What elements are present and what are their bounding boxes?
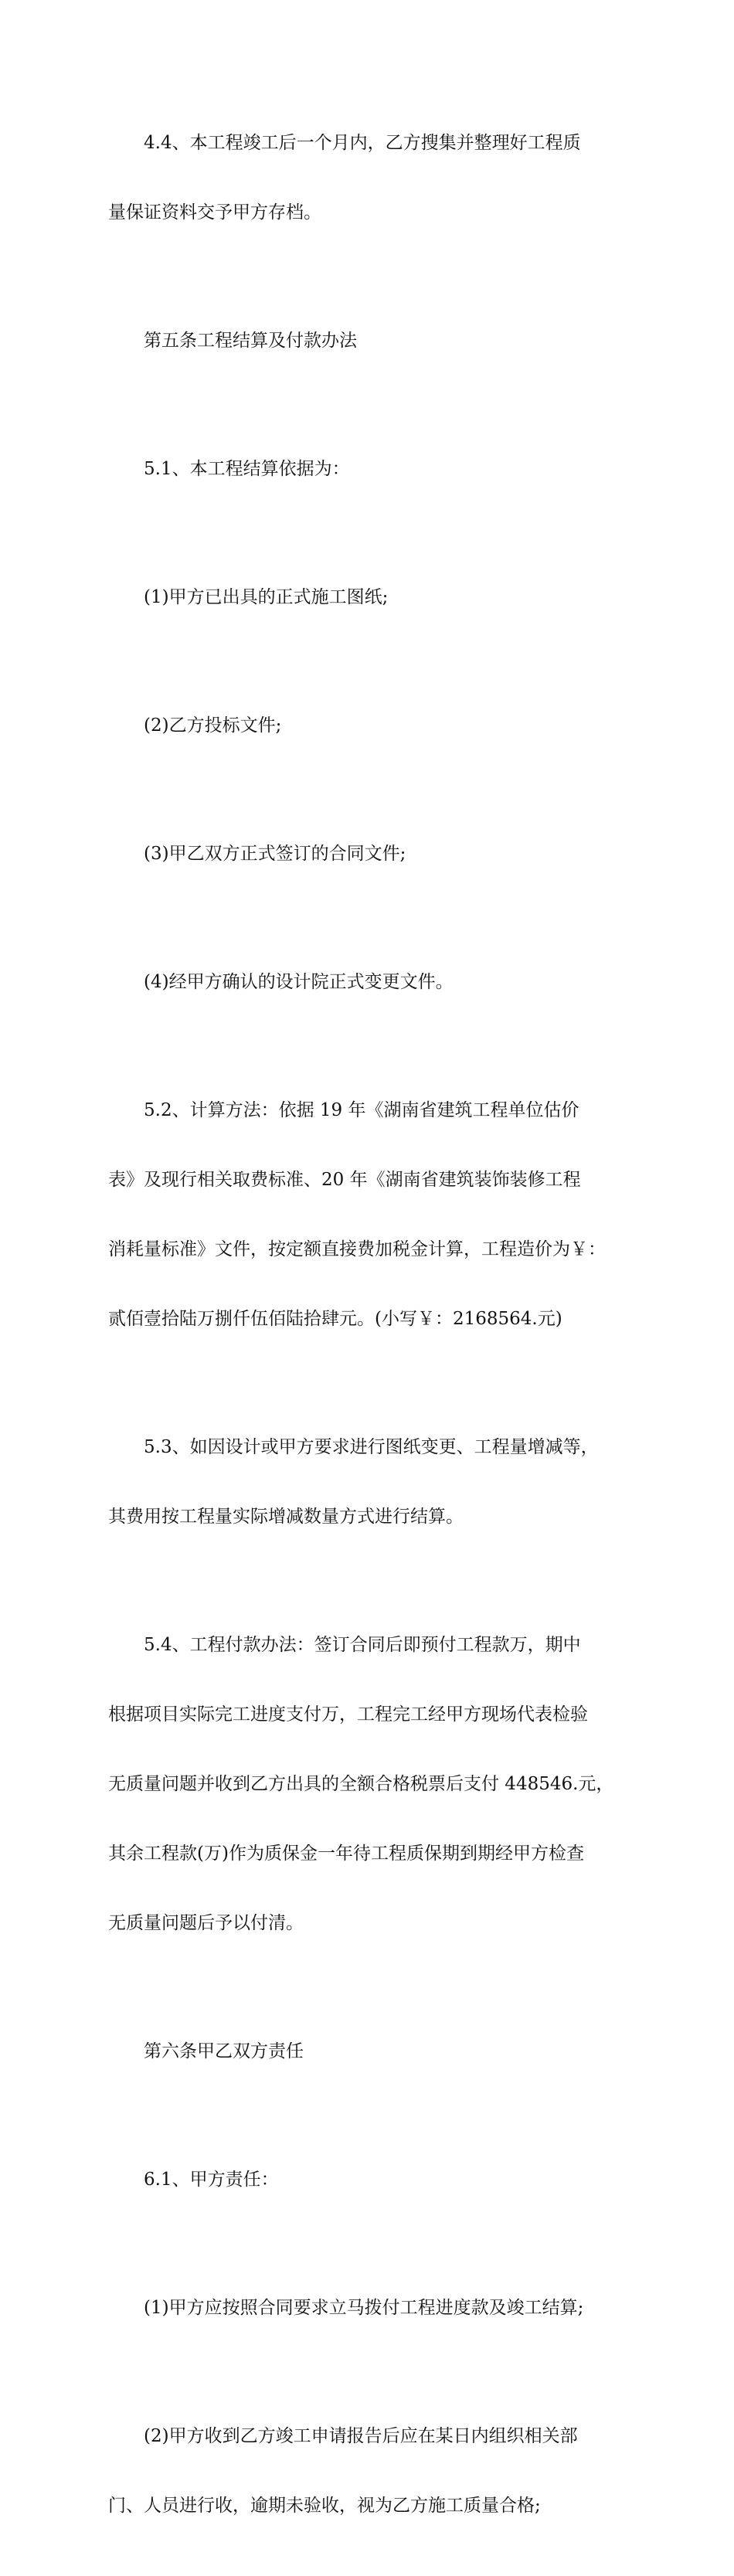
clause-6-1-item-1 (108, 2250, 634, 2366)
text-line: 5.2、计算方法：依据 19 年《湖南省建筑工程单位估价 (144, 1100, 579, 1120)
text-line: 量保证资料交予甲方存档。 (108, 202, 321, 223)
text-line: 消耗量标准》文件，按定额直接费加税金计算，工程造价为￥： (108, 1239, 606, 1259)
article-5-heading (108, 283, 634, 399)
clause-5-1-item-4 (108, 924, 634, 1040)
clause-5-1-item-2 (108, 668, 634, 783)
text-line: 5.3、如因设计或甲方要求进行图纸变更、工程量增减等， (144, 1437, 599, 1457)
clause-6-1 (108, 2122, 634, 2238)
clause-6-1-item-2 (108, 2378, 634, 2564)
clause-5-3 (108, 1389, 634, 1575)
text-line: (2)乙方投标文件; (144, 715, 282, 736)
text-line: 其费用按工程量实际增减数量方式进行结算。 (108, 1507, 464, 1527)
text-line: 第六条甲乙双方责任 (144, 2041, 304, 2061)
text-line: (1)甲方应按照合同要求立马拨付工程进度款及竣工结算; (144, 2298, 584, 2318)
text-line: 6.1、甲方责任： (144, 2170, 279, 2190)
text-line: (4)经甲方确认的设计院正式变更文件。 (144, 972, 454, 992)
clause-5-1-item-3 (108, 796, 634, 912)
clause-5-4 (108, 1587, 634, 1981)
text-line: (2)甲方收到乙方竣工申请报告后应在某日内组织相关部 (144, 2426, 578, 2446)
text-line: 门、人员进行收，逾期未验收，视为乙方施工质量合格; (108, 2496, 541, 2516)
clause-5-1-item-1 (108, 539, 634, 655)
text-line: 根据项目实际完工进度支付万，工程完工经甲方现场代表检验 (108, 1704, 588, 1725)
document-body (108, 85, 634, 2576)
article-6-heading (108, 1993, 634, 2109)
text-line: 5.1、本工程结算依据为： (144, 459, 350, 479)
clause-5-1 (108, 411, 634, 527)
text-line: 其余工程款(万)作为质保金一年待工程质保期到期经甲方检查 (108, 1844, 584, 1864)
text-line: 表》及现行相关取费标准、20 年《湖南省建筑装饰装修工程 (108, 1170, 581, 1190)
text-line: (1)甲方已出具的正式施工图纸; (144, 587, 389, 607)
text-line: 无质量问题并收到乙方出具的全额合格税票后支付 448546.元， (108, 1774, 614, 1794)
text-line: 4.4、本工程竣工后一个月内，乙方搜集并整理好工程质 (144, 133, 581, 153)
text-line: 无质量问题后予以付清。 (108, 1913, 304, 1933)
clause-5-2 (108, 1052, 634, 1377)
text-line: 贰佰壹拾陆万捌仟伍佰陆拾肆元。(小写￥：2168564.元) (108, 1309, 562, 1329)
text-line: 第五条工程结算及付款办法 (144, 331, 357, 351)
clause-4-4 (108, 85, 634, 270)
text-line: (3)甲乙双方正式签订的合同文件; (144, 844, 406, 864)
text-line: 5.4、工程付款办法：签订合同后即预付工程款万，期中 (144, 1635, 581, 1655)
